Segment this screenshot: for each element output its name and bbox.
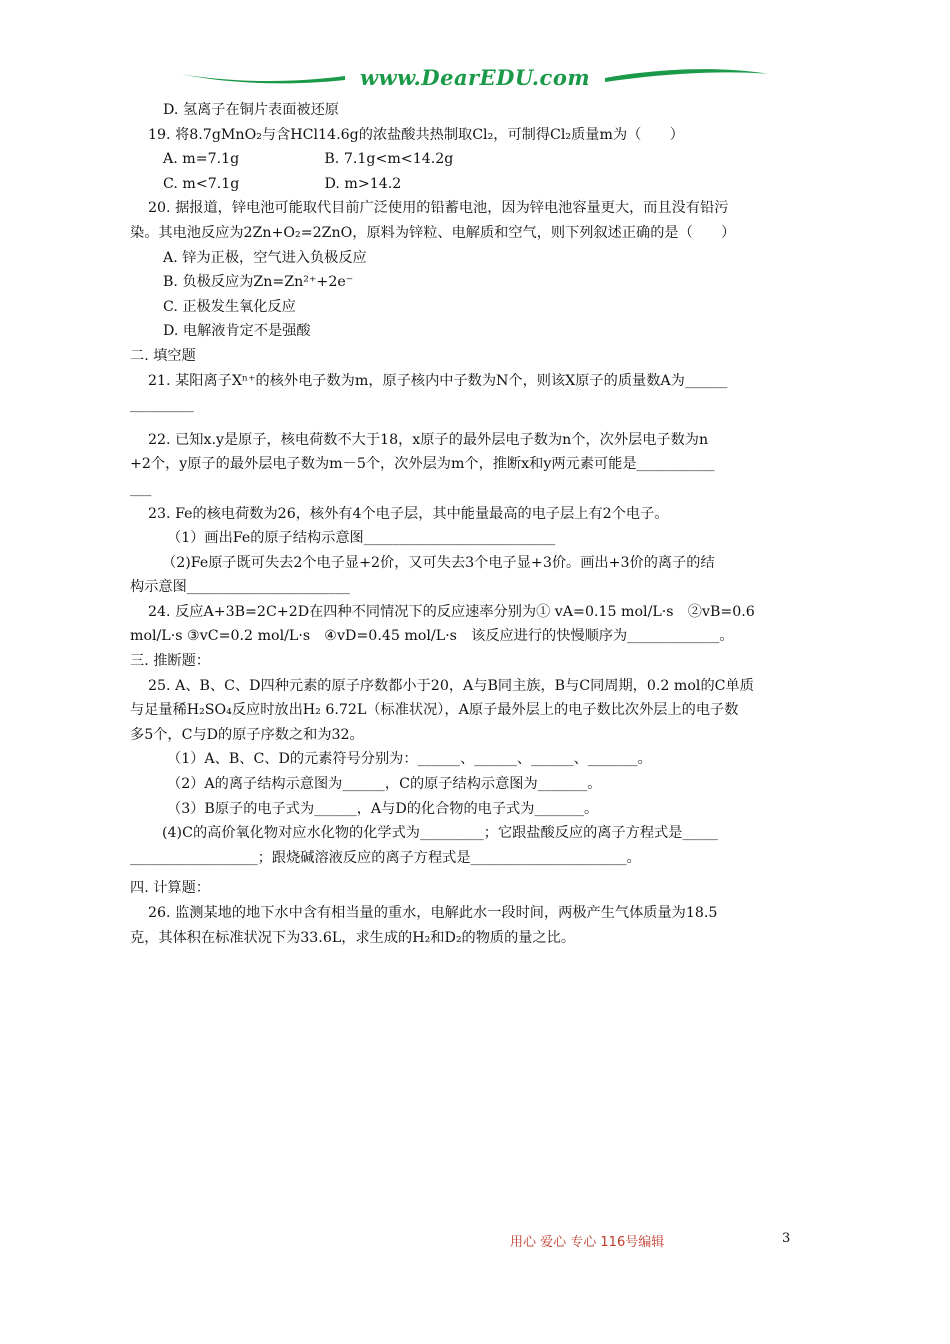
question-26-line2: 克，其体积在标准状况下为33.6L，求生成的H₂和D₂的物质的量之比。 — [130, 929, 576, 946]
section-2-heading: 二. 填空题 — [130, 347, 196, 364]
question-23-part2-line1: （2)Fe原子既可失去2个电子显+2价，又可失去3个电子显+3价。画出+3价的离子的结 — [162, 554, 715, 571]
question-21-line1: 21. 某阳离子Xⁿ⁺的核外电子数为m，原子核内中子数为N个，则该X原子的质量数A为______ — [148, 372, 728, 389]
exam-content — [130, 98, 830, 950]
question-23: 23. Fe的核电荷数为26，核外有4个电子层，其中能量最高的电子层上有2个电子。 — [148, 505, 669, 522]
question-20-option-c: C. 正极发生氧化反应 — [163, 298, 296, 315]
question-26-line1: 26. 监测某地的地下水中含有相当量的重水，电解此水一段时间，两极产生气体质量为18.5 — [148, 905, 718, 921]
question-22-line3: ___ — [130, 480, 152, 497]
question-25-part1: （1）A、B、C、D的元素符号分别为：______、______、______、_______。 — [167, 751, 652, 768]
section-4-heading: 四. 计算题： — [130, 880, 210, 897]
page-header — [180, 62, 770, 96]
question-20-line2: 染。其电池反应为2Zn+O₂=2ZnO，原料为锌粒、电解质和空气，则下列叙述正确的是（ ） — [130, 224, 736, 241]
question-25-part2: （2）A的离子结构示意图为______，C的原子结构示意图为_______。 — [167, 776, 602, 793]
question-19: 19. 将8.7gMnO₂与含HCl14.6g的浓盐酸共热制取Cl₂，可制得Cl₂质量m为（ ） — [148, 126, 684, 143]
question-22-line2: +2个，y原子的最外层电子数为m－5个，次外层为m个，推断x和y两元素可能是___________ — [130, 456, 715, 473]
question-20-option-a: A. 锌为正极，空气进入负极反应 — [163, 249, 367, 266]
section-3-heading: 三. 推断题： — [130, 653, 210, 670]
question-25-line2: 与足量稀H₂SO₄反应时放出H₂ 6.72L（标准状况），A原子最外层上的电子数比次外层上的电子数 — [130, 702, 739, 719]
question-25-part4-line1: (4)C的高价氧化物对应水化物的化学式为_________；它跟盐酸反应的离子方程式是_____ — [162, 825, 718, 842]
question-19-options-ab: A. m=7.1g B. 7.1g<m<14.2g — [163, 151, 454, 168]
question-25-part4-line2: __________________；跟烧碱溶液反应的离子方程式是______________________。 — [130, 849, 641, 866]
question-19-options-cd: C. m<7.1g D. m>14.2 — [163, 175, 402, 192]
question-20-line1: 20. 据报道，锌电池可能取代目前广泛使用的铅蓄电池，因为锌电池容量更大，而且没有铅污 — [148, 200, 729, 217]
question-25-line1: 25. A、B、C、D四种元素的原子序数都小于20，A与B同主族，B与C同周期，0.2 mol的C单质 — [148, 677, 754, 694]
question-18-option-d: D. 氢离子在铜片表面被还原 — [163, 102, 339, 118]
question-25-line3: 多5个，C与D的原子序数之和为32。 — [130, 726, 364, 743]
question-20-option-d: D. 电解液肯定不是强酸 — [163, 323, 311, 340]
question-23-part2-line2: 构示意图_______________________ — [130, 579, 350, 596]
question-24-line1: 24. 反应A+3B=2C+2D在四种不同情况下的反应速率分别为① vA=0.15 mol/L·s ②vB=0.6 — [148, 603, 755, 620]
page-number: 3 — [782, 1231, 791, 1246]
question-21-line2: _________ — [130, 397, 194, 414]
question-24-line2: mol/L·s ③vC=0.2 mol/L·s ④vD=0.45 mol/L·s 该反应进行的快慢顺序为_____________。 — [130, 628, 734, 645]
question-25-part3: （3）B原子的电子式为______，A与D的化合物的电子式为_______。 — [167, 800, 599, 817]
question-20-option-b: B. 负极反应为Zn=Zn²⁺+2e⁻ — [163, 274, 354, 291]
question-22-line1: 22. 已知x.y是原子，核电荷数不大于18，x原子的最外层电子数为n个，次外层电子数为n — [148, 431, 709, 448]
site-brand: www.DearEDU.com — [359, 65, 591, 90]
footer-note: 用心 爱心 专心 116号编辑 — [510, 1235, 665, 1250]
question-23-part1: （1）画出Fe的原子结构示意图___________________________ — [167, 530, 556, 547]
